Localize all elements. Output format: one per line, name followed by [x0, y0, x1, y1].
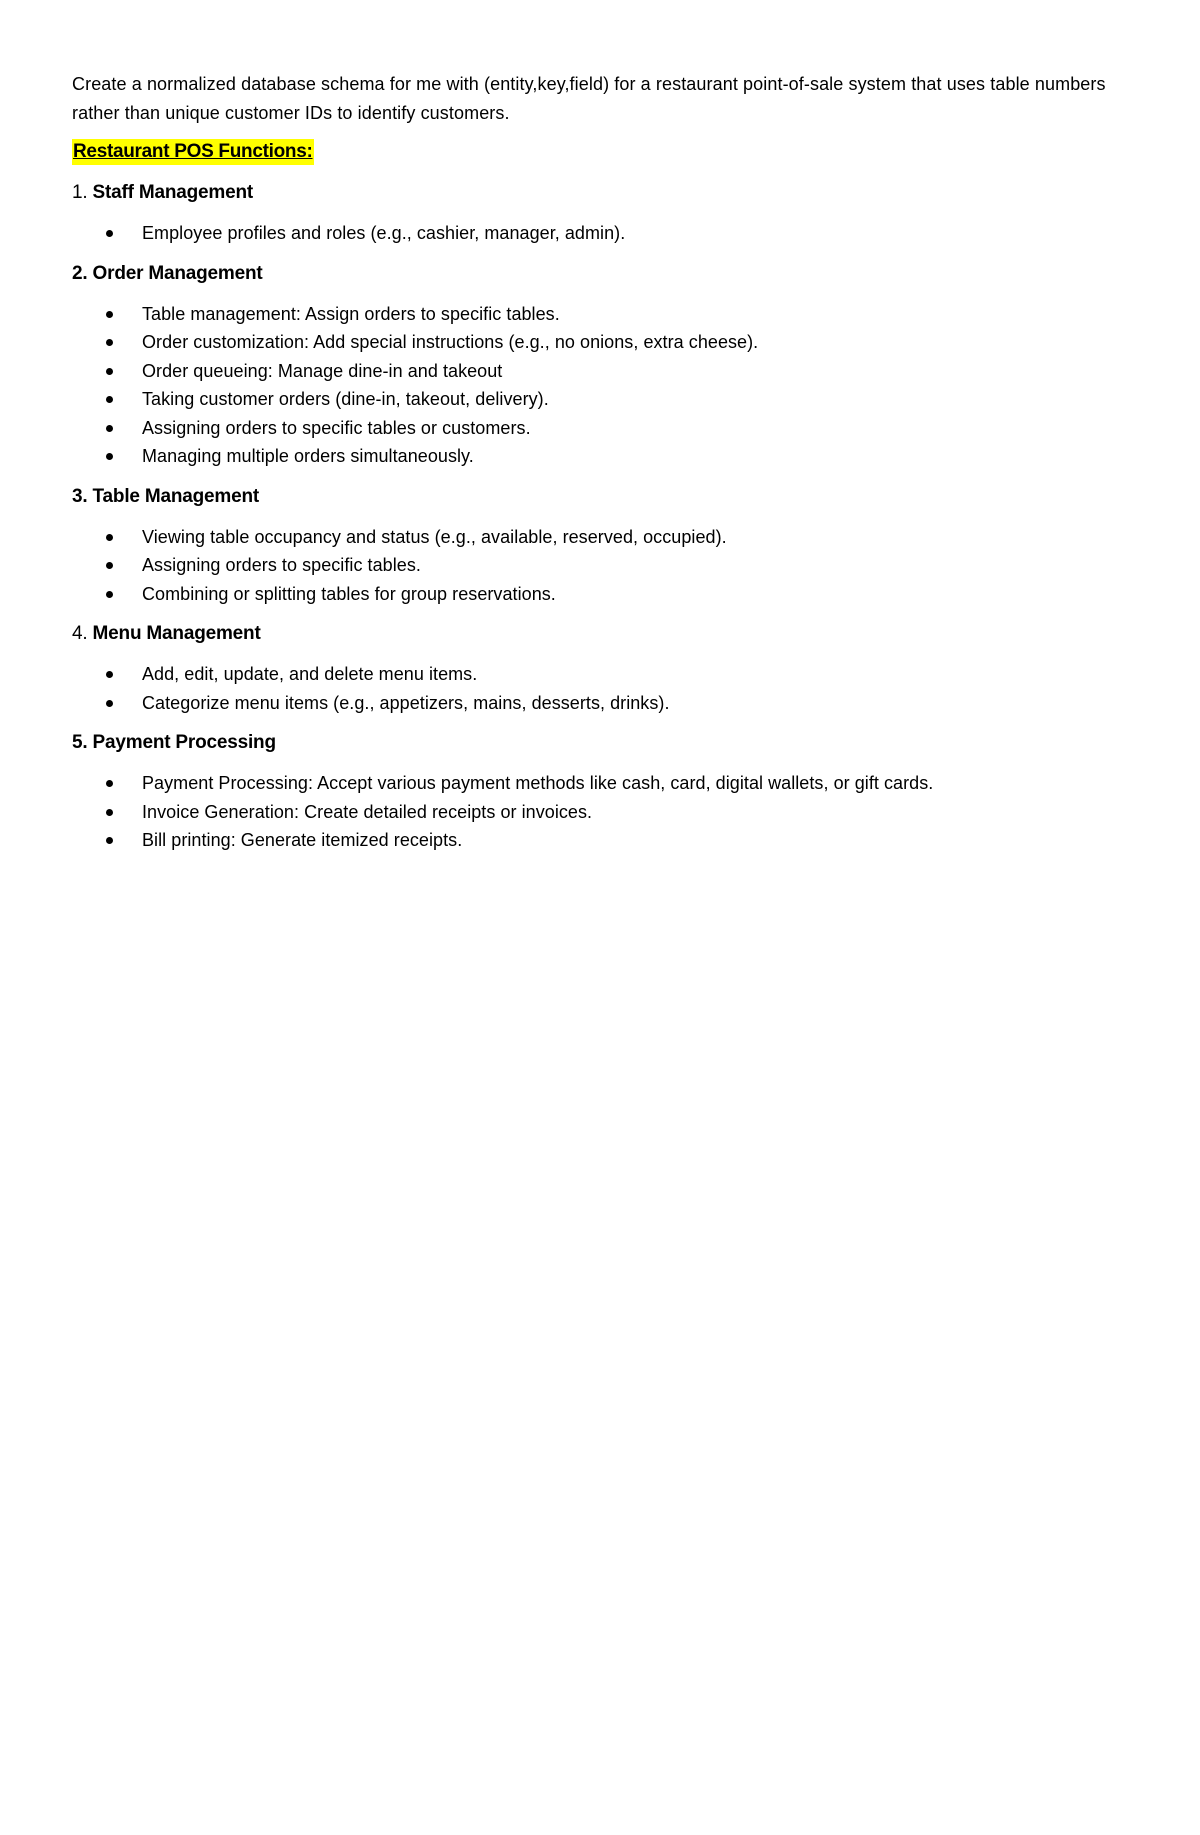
list-item-text: Add, edit, update, and delete menu items. [142, 664, 478, 684]
section-heading [72, 483, 1132, 511]
list-item [72, 385, 1132, 414]
bullet-list [72, 219, 1132, 248]
section-number: 1. [72, 182, 88, 203]
list-item [72, 769, 1132, 798]
list-item [72, 660, 1132, 689]
list-item-text: Categorize menu items (e.g., appetizers, mains, desserts, drinks). [142, 692, 670, 713]
bullet-icon [106, 453, 113, 460]
section-heading [72, 729, 1132, 757]
section-staff-management [72, 179, 1132, 248]
intro-paragraph: Create a normalized database schema for me with (entity,key,field) for a restaurant point-of-sale system that uses table numbers rather than unique customer IDs to identify customers. [72, 74, 1106, 123]
bullet-icon [106, 671, 113, 678]
list-item-text: Order queueing: Manage dine-in and takeout [142, 360, 503, 381]
section-number: 4. [72, 623, 88, 644]
bullet-list [72, 660, 1132, 717]
list-item-text: Viewing table occupancy and status (e.g., available, reserved, occupied). [142, 526, 727, 547]
list-item [72, 798, 1132, 827]
list-item-text: Bill printing: Generate itemized receipts. [142, 830, 463, 850]
list-item-text: Managing multiple orders simultaneously. [142, 446, 474, 466]
bullet-icon [106, 700, 113, 707]
list-item-text: Payment Processing: Accept various payment methods like cash, card, digital wallets, or gift cards. [142, 773, 934, 793]
section-title: Table Management [92, 485, 259, 507]
section-number: 3. [72, 485, 88, 507]
bullet-list [72, 300, 1132, 471]
list-item [72, 580, 1132, 609]
section-title: Order Management [92, 262, 263, 284]
list-item-text: Assigning orders to specific tables. [142, 555, 421, 575]
section-number: 5. [72, 732, 88, 753]
section-payment-processing [72, 729, 1132, 855]
bullet-list [72, 769, 1132, 855]
bullet-icon [106, 534, 113, 541]
section-menu-management [72, 620, 1132, 717]
list-item-text: Invoice Generation: Create detailed receipts or invoices. [142, 801, 593, 822]
section-title: Staff Management [92, 182, 253, 203]
list-item [72, 442, 1132, 471]
list-item [72, 689, 1132, 718]
bullet-icon [106, 837, 113, 844]
bullet-icon [106, 311, 113, 318]
list-item [72, 357, 1132, 386]
list-item [72, 523, 1132, 552]
bullet-icon [106, 562, 113, 569]
document-page [72, 70, 1132, 867]
section-heading [72, 179, 1132, 207]
list-item-text: Table management: Assign orders to specific tables. [142, 303, 560, 324]
list-item-text: Employee profiles and roles (e.g., cashier, manager, admin). [142, 223, 626, 243]
bullet-icon [106, 368, 113, 375]
list-item [72, 328, 1132, 357]
bullet-list [72, 523, 1132, 609]
list-item [72, 414, 1132, 443]
bullet-icon [106, 780, 113, 787]
bullet-icon [106, 425, 113, 432]
section-number: 2. [72, 262, 88, 284]
functions-banner-heading: Restaurant POS Functions: [72, 139, 314, 165]
section-heading [72, 620, 1132, 648]
list-item [72, 826, 1132, 855]
section-table-management [72, 483, 1132, 609]
section-title: Payment Processing [92, 732, 276, 753]
list-item-text: Order customization: Add special instructions (e.g., no onions, extra cheese). [142, 332, 759, 352]
bullet-icon [106, 230, 113, 237]
list-item [72, 219, 1132, 248]
list-item-text: Taking customer orders (dine-in, takeout, delivery). [142, 389, 549, 409]
list-item [72, 300, 1132, 329]
bullet-icon [106, 591, 113, 598]
bullet-icon [106, 396, 113, 403]
bullet-icon [106, 809, 113, 816]
list-item [72, 551, 1132, 580]
section-title: Menu Management [92, 623, 261, 644]
section-heading [72, 260, 1132, 288]
list-item-text: Assigning orders to specific tables or customers. [142, 417, 531, 438]
section-order-management [72, 260, 1132, 471]
list-item-text: Combining or splitting tables for group reservations. [142, 583, 556, 604]
bullet-icon [106, 339, 113, 346]
